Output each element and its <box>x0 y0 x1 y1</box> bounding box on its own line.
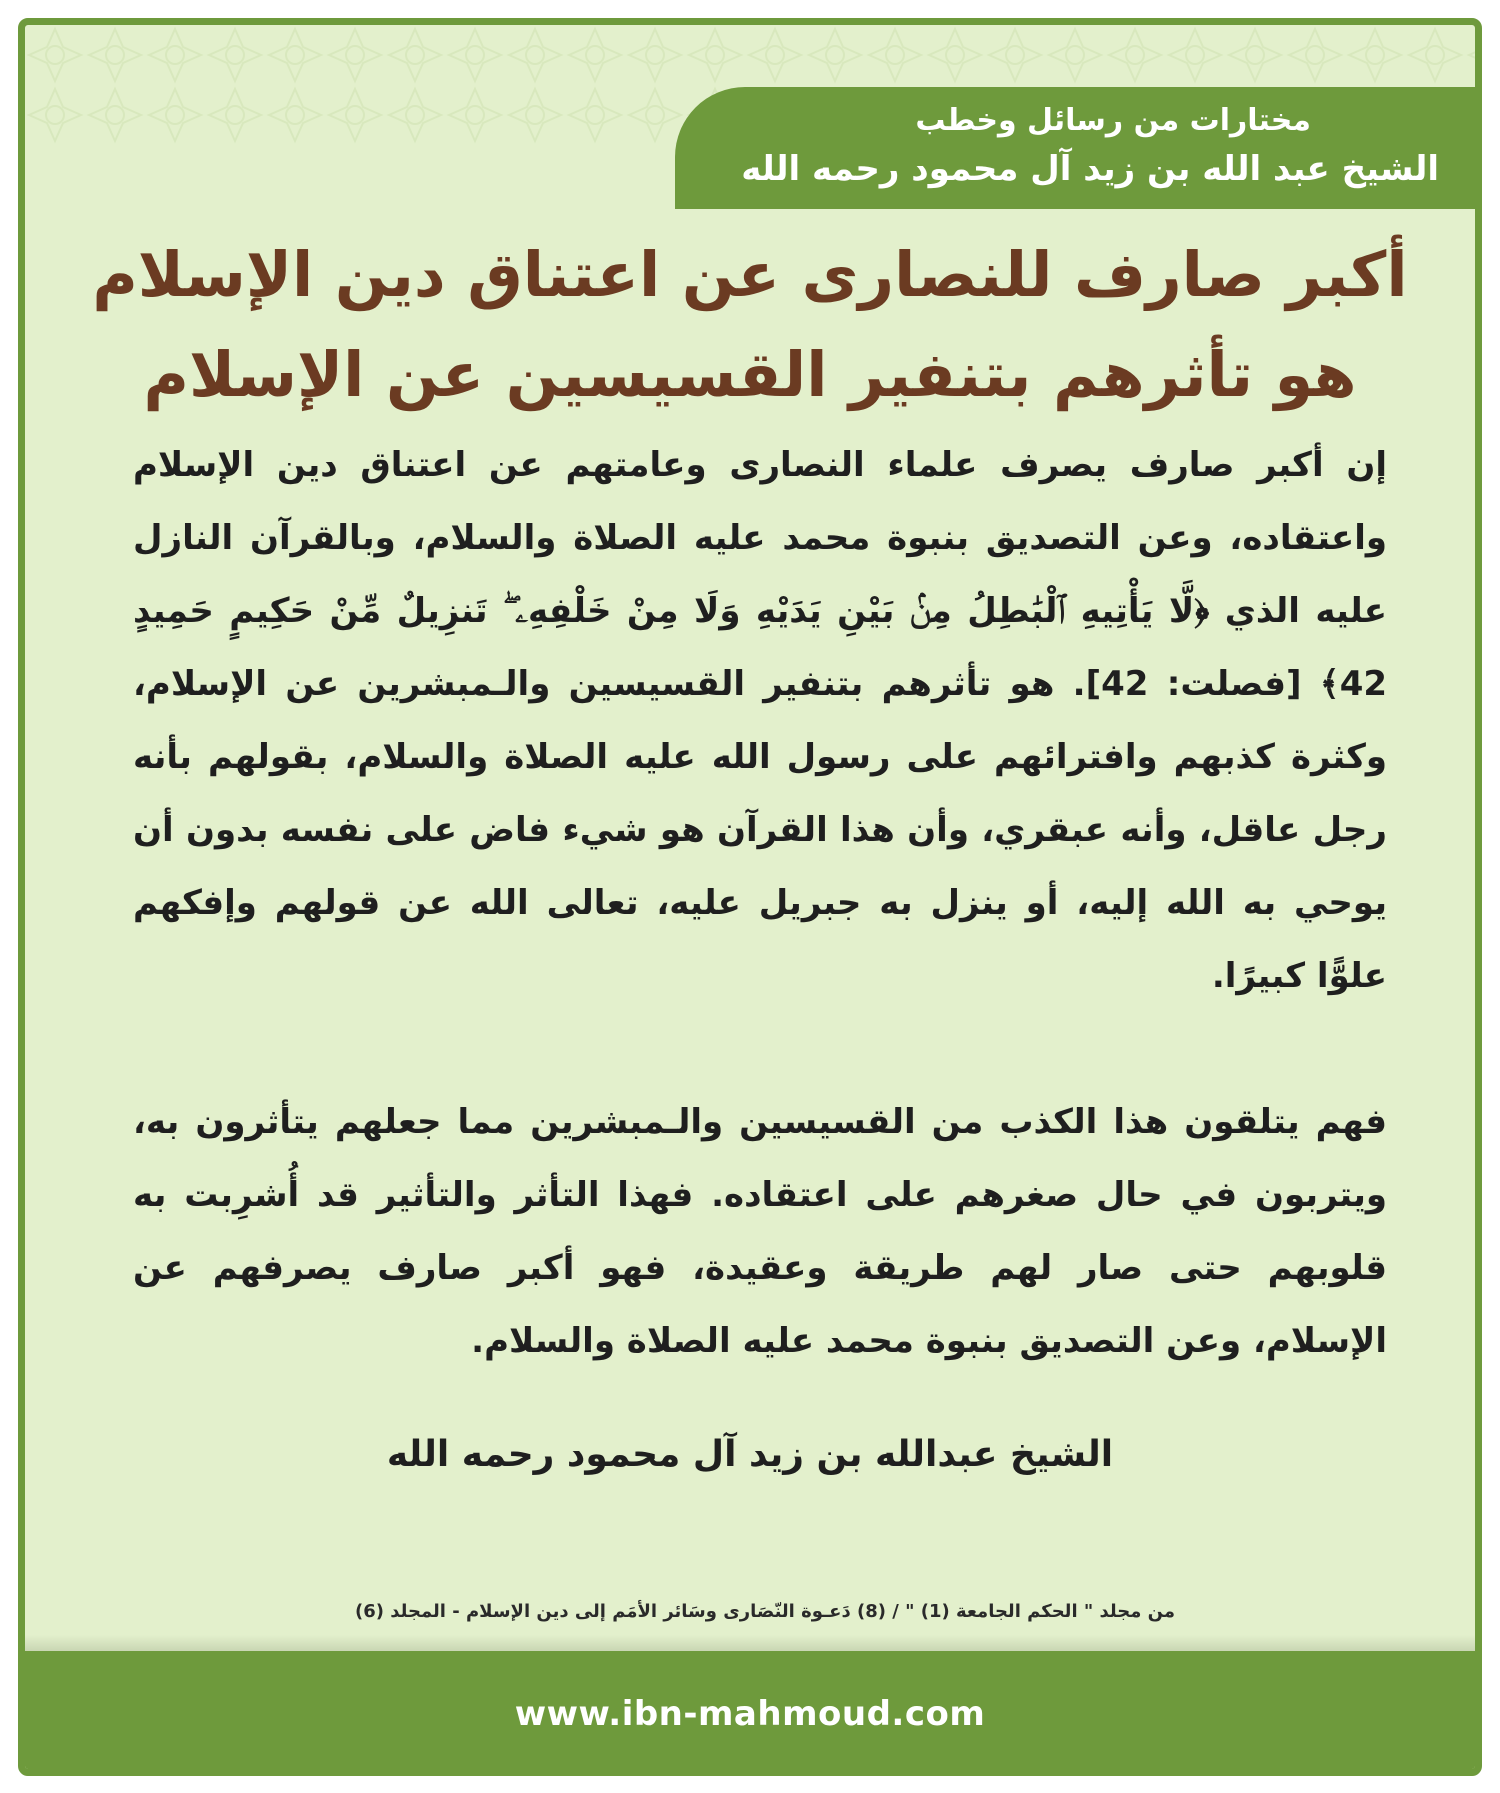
source-citation: من مجلد " الحكم الجامعة (1) " / (8) دَعـوة النّصَارى وسَائر الأمَم إلى دين الإسلام - المجلد (6) <box>355 1601 1175 1622</box>
body-paragraph-2: فهم يتلقون هذا الكذب من القسيسين والـمبشرين مما جعلهم يتأثرون به، ويتربون في حال صغرهم على اعتقاده. فهذا التأثر والتأثير قد أُشرِبت به قلوبهم حتى صار لهم طريقة وعقيدة، فهو أكبر صارف يصرفهم عن الإسلام، وعن التصديق بنبوة محمد عليه الصلاة والسلام. <box>133 1102 1387 1361</box>
author-signature: الشيخ عبدالله بن زيد آل محمود رحمه الله <box>386 1434 1114 1475</box>
header-series-title: مختارات من رسائل وخطب <box>915 103 1311 138</box>
header-author-name: الشيخ عبد الله بن زيد آل محمود رحمه الله <box>741 149 1439 189</box>
article-body <box>133 429 1387 1378</box>
article-title-line2: هو تأثرهم بتنفير القسيسين عن الإسلام <box>143 338 1357 411</box>
footer-divider <box>25 1635 1475 1651</box>
article-card <box>18 18 1482 1776</box>
article-title <box>25 225 1475 425</box>
footer-bar <box>25 1651 1475 1776</box>
article-title-line1: أكبر صارف للنصارى عن اعتناق دين الإسلام <box>92 238 1408 311</box>
website-link[interactable]: www.ibn-mahmoud.com <box>514 1693 986 1734</box>
header-band <box>675 87 1475 209</box>
body-paragraph-1: إن أكبر صارف يصرف علماء النصارى وعامتهم عن اعتناق دين الإسلام واعتقاده، وعن التصديق بنبوة محمد عليه الصلاة والسلام، وبالقرآن النازل عليه الذي ﴿لَّا يَأْتِيهِ ٱلْبَٰطِلُ مِنۢ بَيْنِ يَدَيْهِ وَلَا مِنْ خَلْفِهِۦ ۖ تَنزِيلٌ مِّنْ حَكِيمٍ حَمِيدٍ 42﴾ [فصلت: 42]. هو تأثرهم بتنفير القسيسين والـمبشرين عن الإسلام، وكثرة كذبهم وافترائهم على رسول الله عليه الصلاة والسلام، بقولهم بأنه رجل عاقل، وأنه عبقري، وأن هذا القرآن هو شيء فاض على نفسه بدون أن يوحي به الله إليه، أو ينزل به جبريل عليه، تعالى الله عن قولهم وإفكهم علوًّا كبيرًا. <box>133 445 1388 996</box>
